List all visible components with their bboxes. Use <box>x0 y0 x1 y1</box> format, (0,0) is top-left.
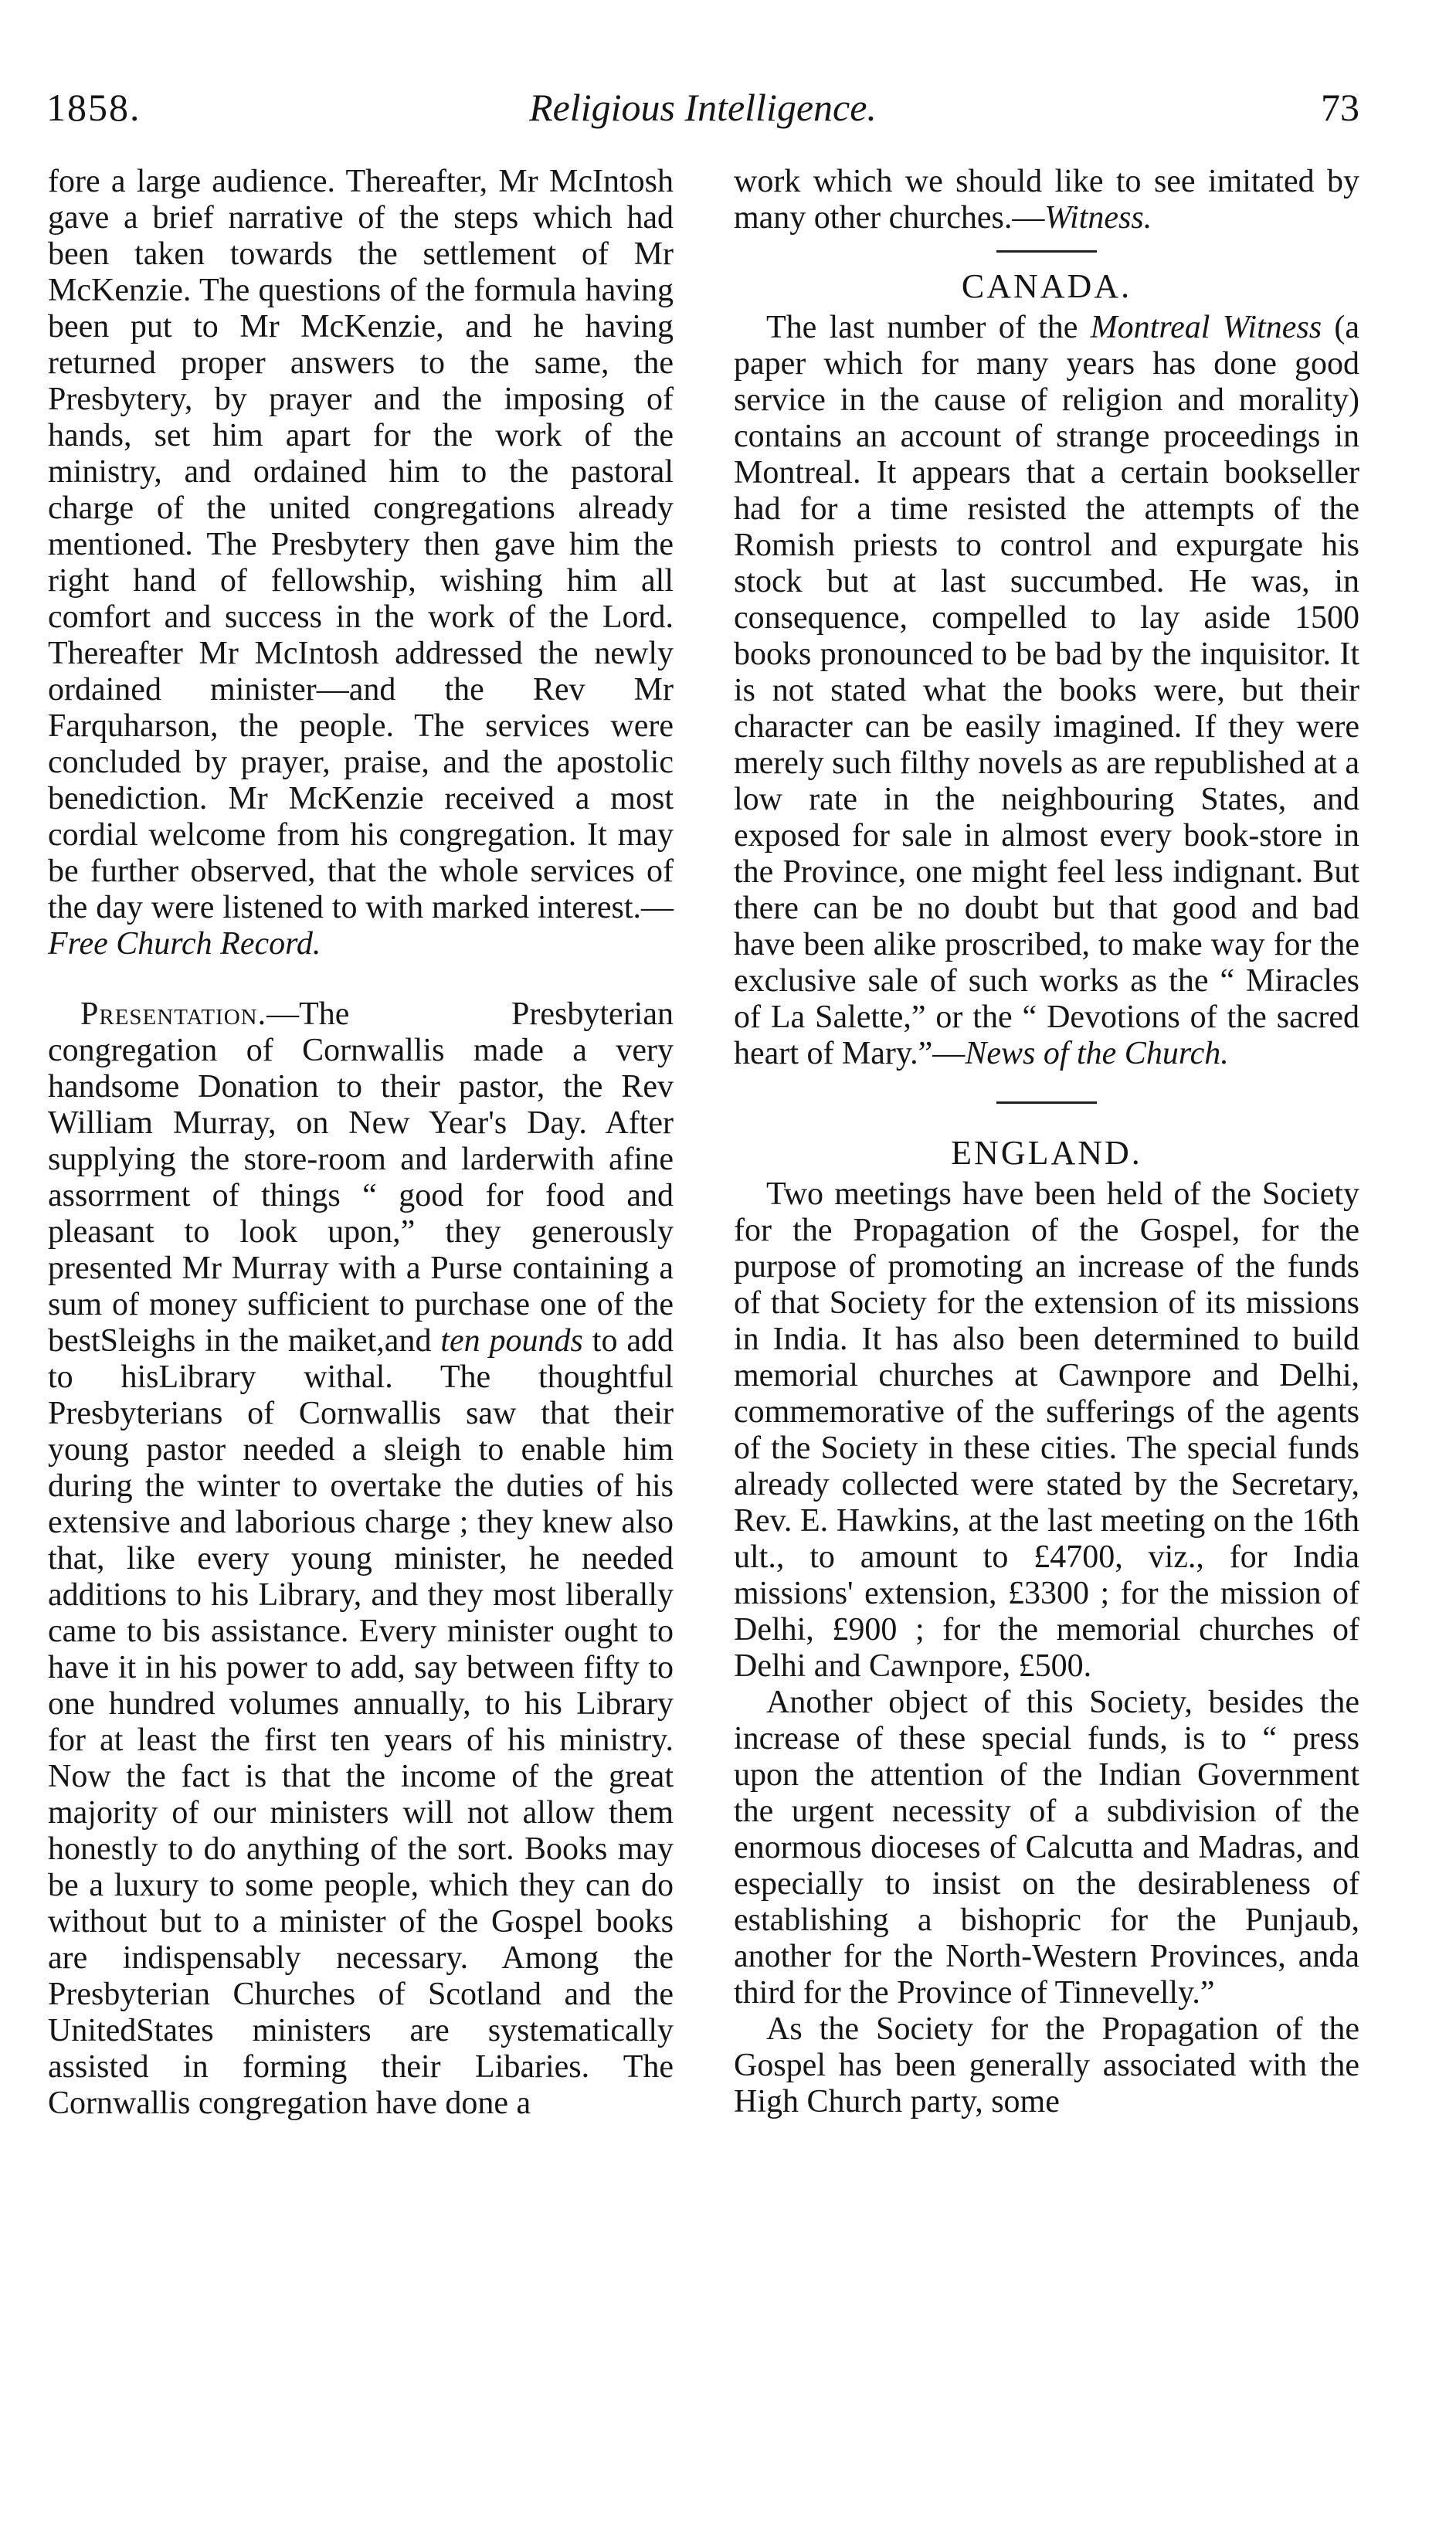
ordination-paragraph <box>48 164 674 962</box>
canada-paragraph <box>734 310 1359 1072</box>
continuation-text: work which we should like to see imitated by many other churches.— <box>734 164 1359 236</box>
presentation-lead: Presentation. <box>80 996 267 1032</box>
header-title: Religious Intelligence. <box>529 86 877 129</box>
ordination-text: fore a large audience. Thereafter, Mr McIntosh gave a brief narrative of the steps which had been taken towards the settlement of Mr McKenzie. The questions of the formula having been put to Mr McKenzie, and he having returned proper answers to the same, the Presbytery, by prayer and the imposing of hands, set him apart for the work of the ministry, and ordained him to the pastoral charge of the united congregations already mentioned. The Presbytery then gave him the right hand of fellowship, wishing him all comfort and success in the work of the Lord. Thereafter Mr McIntosh addressed the newly ordained minister—and the Rev Mr Farquharson, the people. The services were concluded by prayer, praise, and the apostolic benediction. Mr McKenzie received a most cordial welcome from his congregation. It may be further observed, that the whole services of the day were listened to with marked interest.— <box>48 164 674 925</box>
presentation-text-a: —The Presbyterian congregation of Cornwallis made a very handsome Donation to their pastor, the Rev William Murray, on New Year's Day. After supplying the store-room and larderwith afine assorrment of things “ good for food and pleasant to look upon,” they generously presented Mr Murray with a Purse containing a sum of money sufficient to purchase one of the bestSleighs in the maiket,and <box>48 996 674 1359</box>
running-header <box>46 85 1359 139</box>
ordination-source: Free Church Record. <box>48 926 321 962</box>
right-column <box>734 164 1359 2120</box>
england-heading: ENGLAND. <box>951 1134 1142 1172</box>
section-divider <box>996 250 1097 253</box>
england-paragraph-2: Another object of this Society, besides the increase of these special funds, is to “ press upon the attention of the Indian Government the urgent necessity of a subdivision of the enormous dioceses of Calcutta and Madras, and especially to insist on the desirableness of establishing a bishopric for the Punjaub, another for the North-Western Provinces, anda third for the Province of Tinnevelly.” <box>734 1685 1359 2011</box>
england-paragraph-3: As the Society for the Propagation of the Gospel has been generally associated with the High Church party, some <box>734 2011 1359 2119</box>
left-column <box>48 164 674 2122</box>
section-divider <box>996 1101 1097 1104</box>
canada-paper-name: Montreal Witness <box>1090 310 1322 345</box>
header-year: 1858. <box>46 86 141 129</box>
page-number: 73 <box>1321 86 1359 129</box>
continuation-source: Witness. <box>1044 200 1152 236</box>
presentation-paragraph <box>48 996 674 2122</box>
presentation-text-b: to add to hisLibrary withal. The thoughtful Presbyterians of Cornwallis saw that their young pastor needed a sleigh to enable him during the winter to overtake the duties of his extensive and laborious charge ; they knew also that, like every young minister, he needed additions to his Library, and they most liberally came to bis assistance. Every minister ought to have it in his power to add, say between fifty to one hundred volumes annually, to his Library for at least the first ten years of his ministry. Now the fact is that the income of the great majority of our ministers will not allow them honestly to do anything of the sort. Books may be a luxury to some people, which they can do without but to a minister of the Gospel books are indispensably necessary. Among the Presbyterian Churches of Scotland and the UnitedStates ministers are systematically assisted in forming their Libaries. The Cornwallis congregation have done a <box>48 1323 674 2121</box>
england-paragraph-1: Two meetings have been held of the Society for the Propagation of the Gospel, for the purpose of promoting an increase of the funds of that Society for the extension of its missions in India. It has also been determined to build memorial churches at Cawnpore and Delhi, commemorative of the sufferings of the agents of the Society in these cities. The special funds already collected were stated by the Secretary, Rev. E. Hawkins, at the last meeting on the 16th ult., to amount to £4700, viz., for India missions' extension, £3300 ; for the mission of Delhi, £900 ; for the memorial churches of Delhi and Cawnpore, £500. <box>734 1176 1359 1684</box>
continuation-paragraph <box>734 164 1359 236</box>
presentation-emphasis: ten pounds <box>440 1323 583 1359</box>
canada-text-a: The last number of the <box>766 310 1091 345</box>
canada-text-b: (a paper which for many years has done good service in the cause of religion and morality) contains an account of strange proceedings in Montreal. It appears that a certain bookseller had for a time resisted the attempts of the Romish priests to control and expurgate his stock but at last succumbed. He was, in consequence, compelled to lay aside 1500 books pronounced to be bad by the inquisitor. It is not stated what the books were, but their character can be easily imagined. If they were merely such filthy novels as are republished at a low rate in the neighbouring States, and exposed for sale in almost every book-store in the Province, one might feel less indignant. But there can be no doubt but that good and bad have been alike proscribed, to make way for the exclusive sale of such works as the “ Miracles of La Salette,” or the “ Devotions of the sacred heart of Mary.”— <box>734 310 1359 1071</box>
canada-source: News of the Church. <box>965 1036 1229 1071</box>
canada-heading: CANADA. <box>961 267 1132 305</box>
